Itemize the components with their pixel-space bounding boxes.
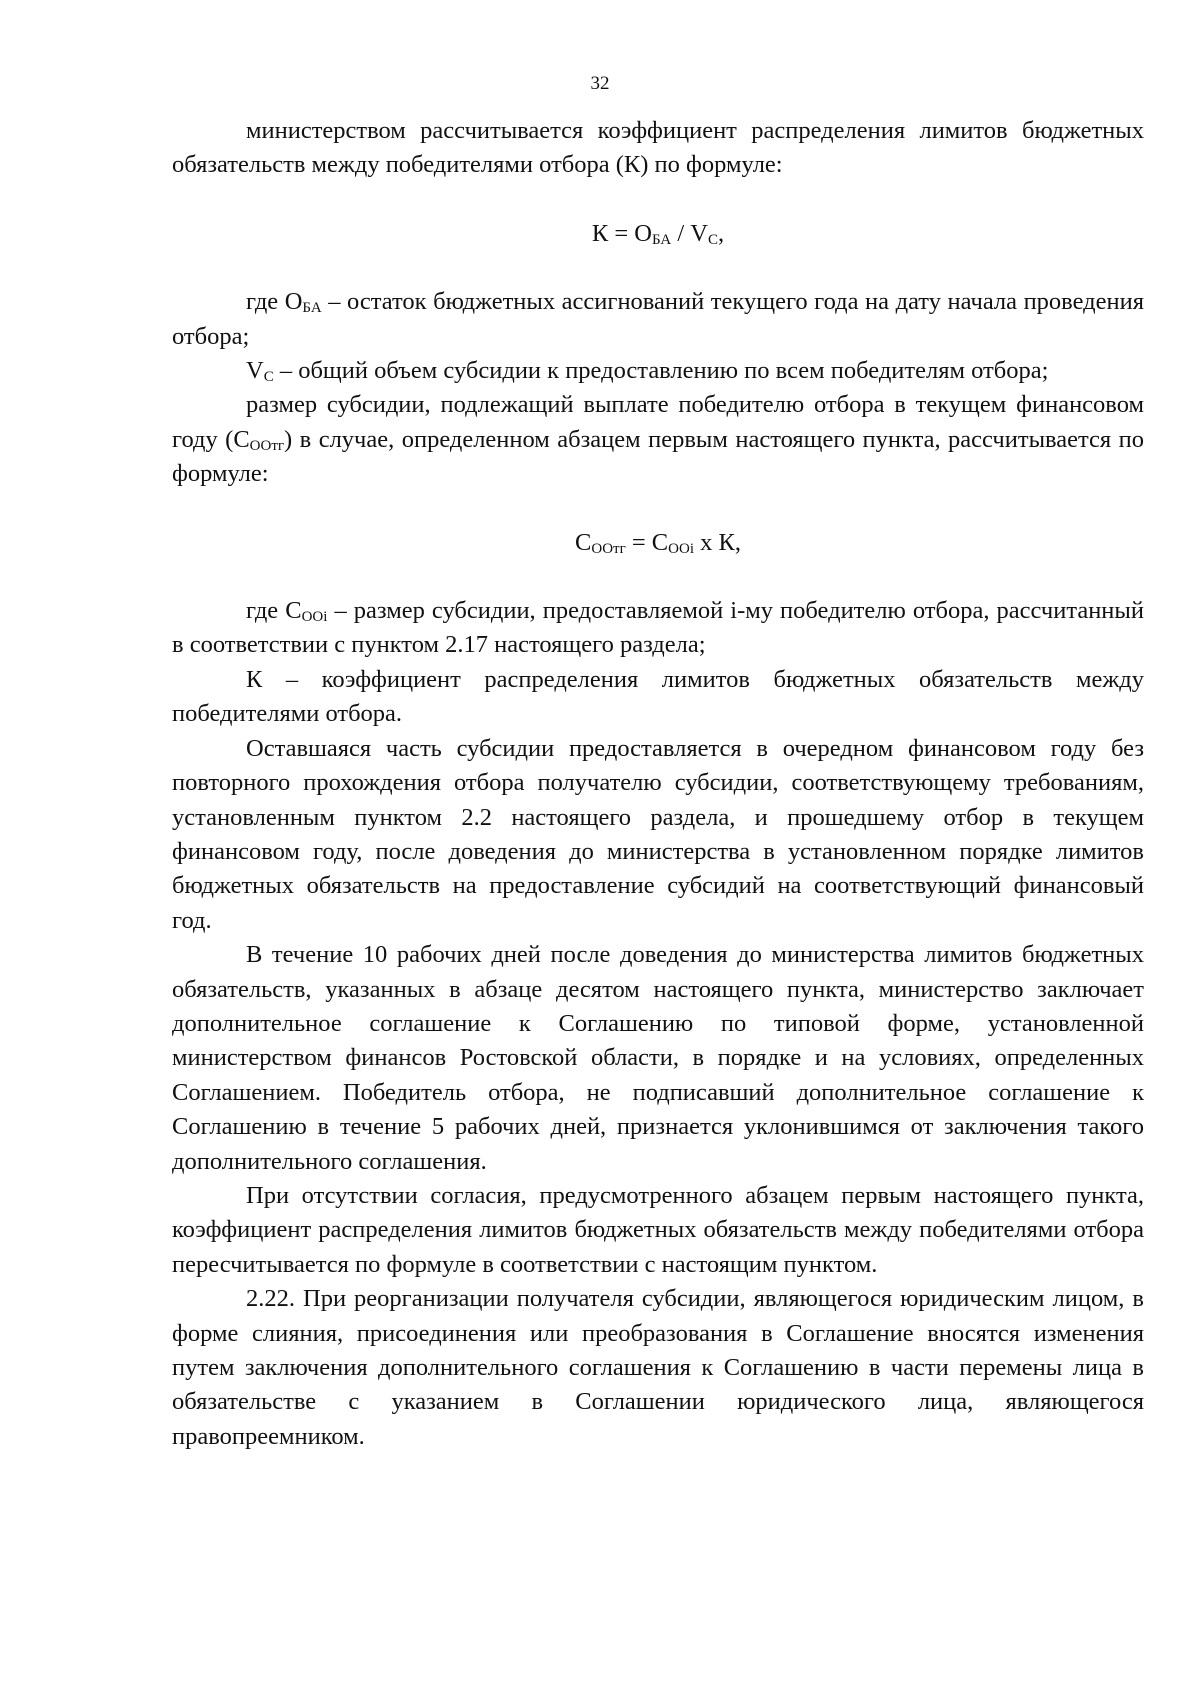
formula-subsidy: [172, 526, 1144, 560]
subscript: С: [263, 369, 274, 386]
text-run: V: [246, 357, 264, 385]
paragraph-vc-definition: [172, 354, 1144, 388]
formula-subscript: ООтг: [591, 540, 626, 557]
paragraph-oba-definition: [172, 285, 1144, 354]
subscript: ООтг: [249, 437, 285, 454]
text-run: где О: [246, 288, 303, 316]
formula-text: / V: [671, 219, 708, 247]
formula-subscript: БА: [651, 231, 672, 248]
formula-text: К = О: [591, 219, 652, 247]
formula-subscript: С: [707, 231, 718, 248]
formula-text: х К,: [694, 528, 741, 556]
paragraph-reorganization: 2.22. При реорганизации получателя субсидии, являющегося юридическим лицом, в форме слияния, присоединения или преобразования в Соглашение вносятся изменения путем заключения дополнительного соглашения к Соглашению в части перемены лица в обязательстве с указанием в Соглашении юридического лица, являющегося правопреемником.: [172, 1285, 1144, 1450]
formula-text: С: [575, 528, 592, 556]
text-run: ) в случае, определенном абзацем первым настоящего пункта, рассчитывается по формуле:: [172, 425, 1144, 488]
formula-subscript: ООi: [668, 540, 694, 557]
formula-text: ,: [718, 219, 725, 247]
text-run: размер субсидии, подлежащий выплате победителю отбора в текущем финансовом году (С: [172, 391, 1144, 453]
paragraph-k-definition: К – коэффициент распределения лимитов бюджетных обязательств между победителями отбора.: [172, 665, 1144, 728]
document-body: [172, 114, 1144, 1454]
paragraph-additional-agreement: В течение 10 рабочих дней после доведения до министерства лимитов бюджетных обязательств, указанных в абзаце десятом настоящего пункта, министерство заключает дополнительное соглашение к Соглашению по типовой форме, установленной министерством финансов Ростовской области, в порядке и на условиях, определенных Соглашением. Победитель отбора, не подписавший дополнительное соглашение к Соглашению в течение 5 рабочих дней, признается уклонившимся от заключения такого дополнительного соглашения.: [172, 941, 1144, 1175]
paragraph-recalculation: При отсутствии согласия, предусмотренного абзацем первым настоящего пункта, коэффициент распределения лимитов бюджетных обязательств между победителями отбора пересчитывается по формуле в соответствии с настоящим пунктом.: [172, 1181, 1144, 1278]
text-run: – размер субсидии, предоставляемой i-му победителю отбора, рассчитанный в соответствии с пунктом 2.17 настоящего раздела;: [172, 597, 1144, 659]
page-number: 32: [590, 73, 610, 94]
formula-text: = С: [625, 528, 669, 556]
paragraph-remaining-subsidy: Оставшаяся часть субсидии предоставляется в очередном финансовом году без повторного прохождения отбора получателю субсидии, соответствующему требованиям, установленным пунктом 2.2 настоящего раздела, и прошедшему отбор в текущем финансовом году, после доведения до министерства в установленном порядке лимитов бюджетных обязательств на предоставление субсидий на соответствующий финансовый год.: [172, 734, 1144, 934]
paragraph-cooi-definition: [172, 594, 1144, 663]
paragraph-subsidy-size: [172, 388, 1144, 491]
text-run: – общий объем субсидии к предоставлению по всем победителям отбора;: [273, 357, 1049, 385]
text-run: где С: [246, 597, 302, 625]
paragraph-coefficient-intro: министерством рассчитывается коэффициент распределения лимитов бюджетных обязательств между победителями отбора (К) по формуле:: [172, 117, 1144, 179]
text-run: – остаток бюджетных ассигнований текущего года на дату начала проведения отбора;: [172, 288, 1144, 350]
subscript: БА: [302, 300, 322, 317]
subscript: ООi: [301, 609, 328, 626]
formula-coefficient: [172, 217, 1144, 251]
